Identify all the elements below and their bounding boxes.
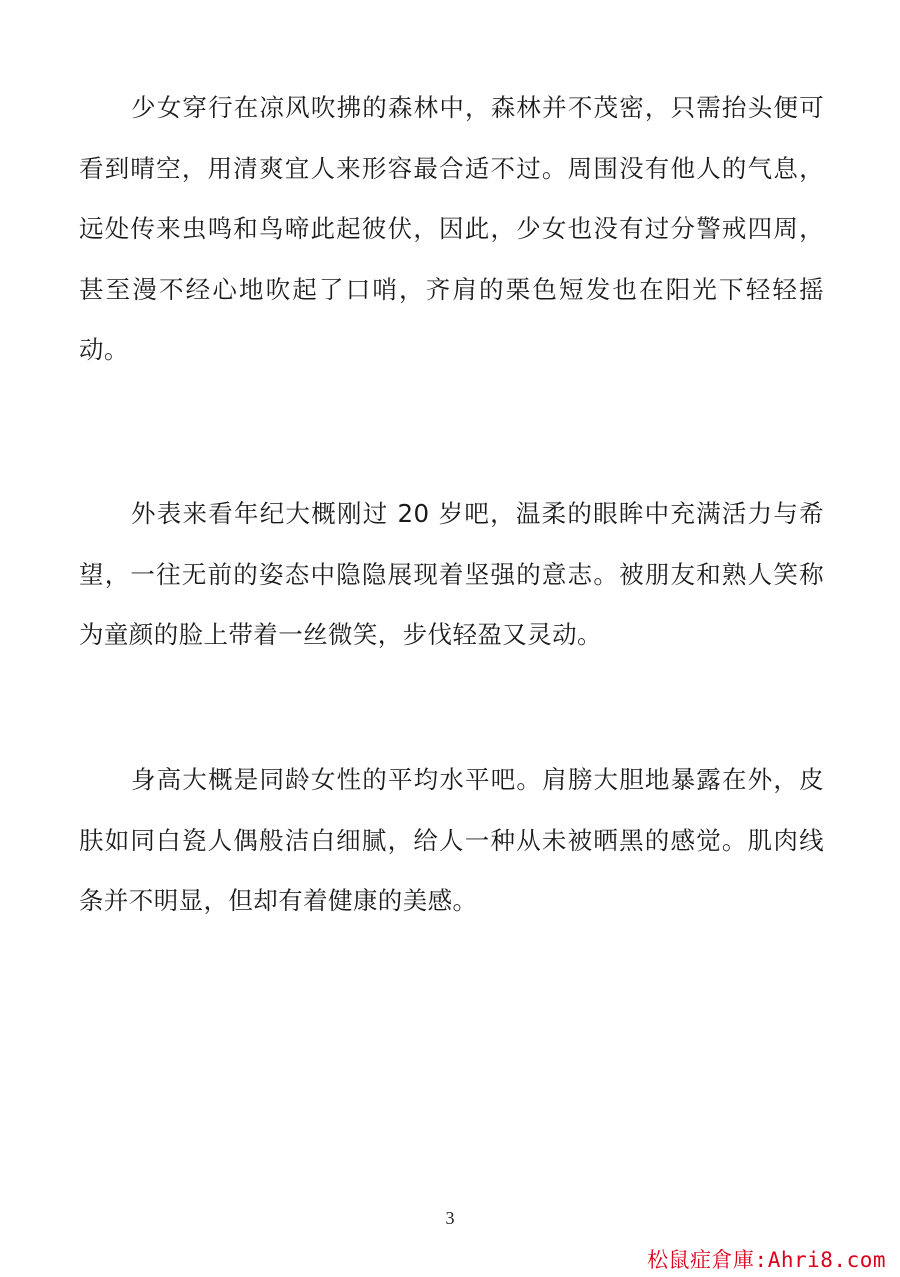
- paragraph-2: 外表来看年纪大概刚过 20 岁吧，温柔的眼眸中充满活力与希望，一往无前的姿态中隐隐展现着坚强的意志。被朋友和熟人笑称为童颜的脸上带着一丝微笑，步伐轻盈又灵动。: [79, 499, 824, 649]
- paragraph-1: 少女穿行在凉风吹拂的森林中，森林并不茂密，只需抬头便可看到晴空，用清爽宜人来形容最合适不过。周围没有他人的气息，远处传来虫鸣和鸟啼此起彼伏，因此，少女也没有过分警戒四周，甚至漫不经心地吹起了口哨，齐肩的栗色短发也在阳光下轻轻摇动。: [79, 93, 824, 364]
- page-number: 3: [445, 1208, 455, 1228]
- watermark-text: 松鼠症倉庫:Ahri8.com: [647, 1248, 886, 1272]
- paragraph-3: 身高大概是同龄女性的平均水平吧。肩膀大胆地暴露在外，皮肤如同白瓷人偶般洁白细腻，给人一种从未被晒黑的感觉。肌肉线条并不明显，但却有着健康的美感。: [79, 765, 824, 915]
